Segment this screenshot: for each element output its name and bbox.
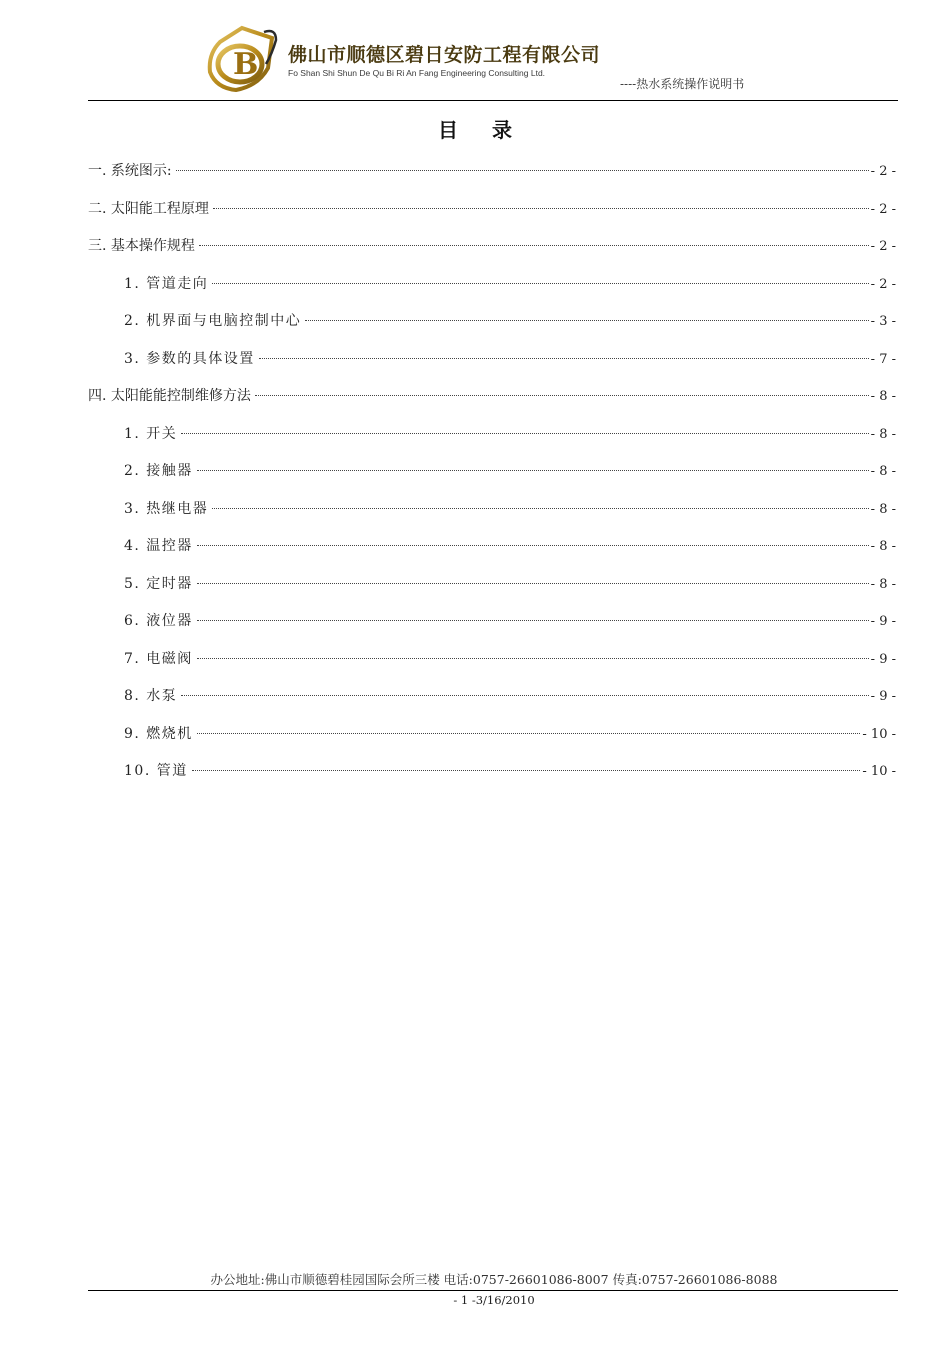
- toc-entry-page: - 9 -: [870, 614, 896, 629]
- toc-entry[interactable]: [88, 273, 896, 311]
- toc-entry-label: 2. 接触器: [124, 463, 193, 479]
- toc-entry[interactable]: [88, 610, 896, 648]
- toc-dot-leader: [305, 320, 868, 321]
- toc-entry-label: 三. 基本操作规程: [88, 238, 195, 254]
- footer-page-info: - 1 -3/16/2010: [453, 1293, 535, 1307]
- toc-entry[interactable]: [88, 648, 896, 686]
- toc-dot-leader: [197, 545, 869, 546]
- toc-entry[interactable]: [88, 235, 896, 273]
- toc-entry-label: 1. 管道走向: [124, 275, 209, 292]
- toc-entry[interactable]: [88, 198, 896, 236]
- toc-entry-label: 3. 热继电器: [124, 500, 209, 517]
- toc-entry-page: - 2 -: [870, 239, 896, 254]
- footer-divider: [88, 1290, 898, 1291]
- toc-entry[interactable]: [88, 760, 896, 798]
- toc-entry-label: 10. 管道: [124, 763, 188, 779]
- toc-dot-leader: [197, 733, 861, 734]
- toc-entry[interactable]: [88, 423, 896, 461]
- toc-entry[interactable]: [88, 573, 896, 611]
- toc-entry-page: - 2 -: [870, 276, 896, 292]
- toc-dot-leader: [255, 395, 869, 396]
- toc-entry-label: 2. 机界面与电脑控制中心: [124, 313, 302, 329]
- document-subtitle: ----热水系统操作说明书: [620, 77, 745, 91]
- toc-dot-leader: [181, 695, 868, 696]
- toc-entry-page: - 8 -: [870, 426, 896, 442]
- company-name-en: Fo Shan Shi Shun De Qu Bi Ri An Fang Engineering Consulting Ltd.: [288, 68, 546, 78]
- toc-dot-leader: [212, 508, 868, 509]
- toc-dot-leader: [192, 770, 861, 771]
- toc-entry[interactable]: [88, 535, 896, 573]
- company-name-cn: 佛山市顺德区碧日安防工程有限公司: [288, 44, 601, 66]
- company-logo-b-icon: [206, 24, 278, 94]
- toc-entry[interactable]: [88, 460, 896, 498]
- toc-dot-leader: [197, 583, 869, 584]
- toc-entry[interactable]: [88, 498, 896, 536]
- toc-entry-label: 二. 太阳能工程原理: [88, 200, 209, 217]
- toc-entry[interactable]: [88, 160, 896, 198]
- toc-dot-leader: [176, 170, 869, 171]
- toc-entry-page: - 3 -: [870, 314, 896, 329]
- toc-entry[interactable]: [88, 348, 896, 386]
- toc-dot-leader: [212, 283, 868, 284]
- toc-entry-page: - 8 -: [870, 389, 896, 404]
- toc-dot-leader: [199, 245, 869, 246]
- toc-entry-label: 6. 液位器: [124, 613, 193, 629]
- toc-entry-label: 一. 系统图示:: [88, 163, 172, 179]
- toc-entry[interactable]: [88, 310, 896, 348]
- toc-dot-leader: [213, 208, 869, 209]
- toc-entry-page: - 7 -: [870, 351, 896, 367]
- toc-entry[interactable]: [88, 685, 896, 723]
- toc-entry-page: - 10 -: [862, 764, 896, 779]
- toc-entry-label: 四. 太阳能能控制维修方法: [88, 388, 251, 404]
- toc-entry-label: 4. 温控器: [124, 538, 193, 554]
- toc-entry-label: 8. 水泵: [124, 688, 178, 704]
- toc-entry-page: - 8 -: [870, 464, 896, 479]
- toc-entry-page: - 8 -: [870, 501, 896, 517]
- toc-entry-page: - 8 -: [870, 576, 896, 592]
- toc-entry-page: - 2 -: [870, 164, 896, 179]
- toc-dot-leader: [181, 433, 868, 434]
- toc-dot-leader: [197, 658, 869, 659]
- toc-entry-label: 7. 电磁阀: [124, 650, 193, 667]
- toc-entry-page: - 9 -: [870, 651, 896, 667]
- svg-text:B: B: [233, 47, 259, 82]
- toc-title: 目录: [438, 118, 546, 142]
- toc-entry-page: - 9 -: [870, 689, 896, 704]
- toc-entry[interactable]: [88, 723, 896, 761]
- footer-address: 办公地址:佛山市顺德碧桂园国际会所三楼 电话:0757-26601086-8007 传真:0757-26601086-8088: [210, 1272, 778, 1287]
- toc-entry-page: - 8 -: [870, 539, 896, 554]
- header-divider: [88, 100, 898, 101]
- toc-dot-leader: [197, 470, 869, 471]
- toc-entry[interactable]: [88, 385, 896, 423]
- toc-entry-label: 1. 开关: [124, 425, 178, 442]
- toc-entry-label: 3. 参数的具体设置: [124, 350, 255, 367]
- toc-dot-leader: [259, 358, 869, 359]
- toc-entry-page: - 10 -: [862, 726, 896, 742]
- table-of-contents: [88, 160, 896, 798]
- toc-entry-label: 5. 定时器: [124, 575, 193, 592]
- toc-entry-label: 9. 燃烧机: [124, 725, 193, 742]
- toc-entry-page: - 2 -: [870, 201, 896, 217]
- toc-dot-leader: [197, 620, 869, 621]
